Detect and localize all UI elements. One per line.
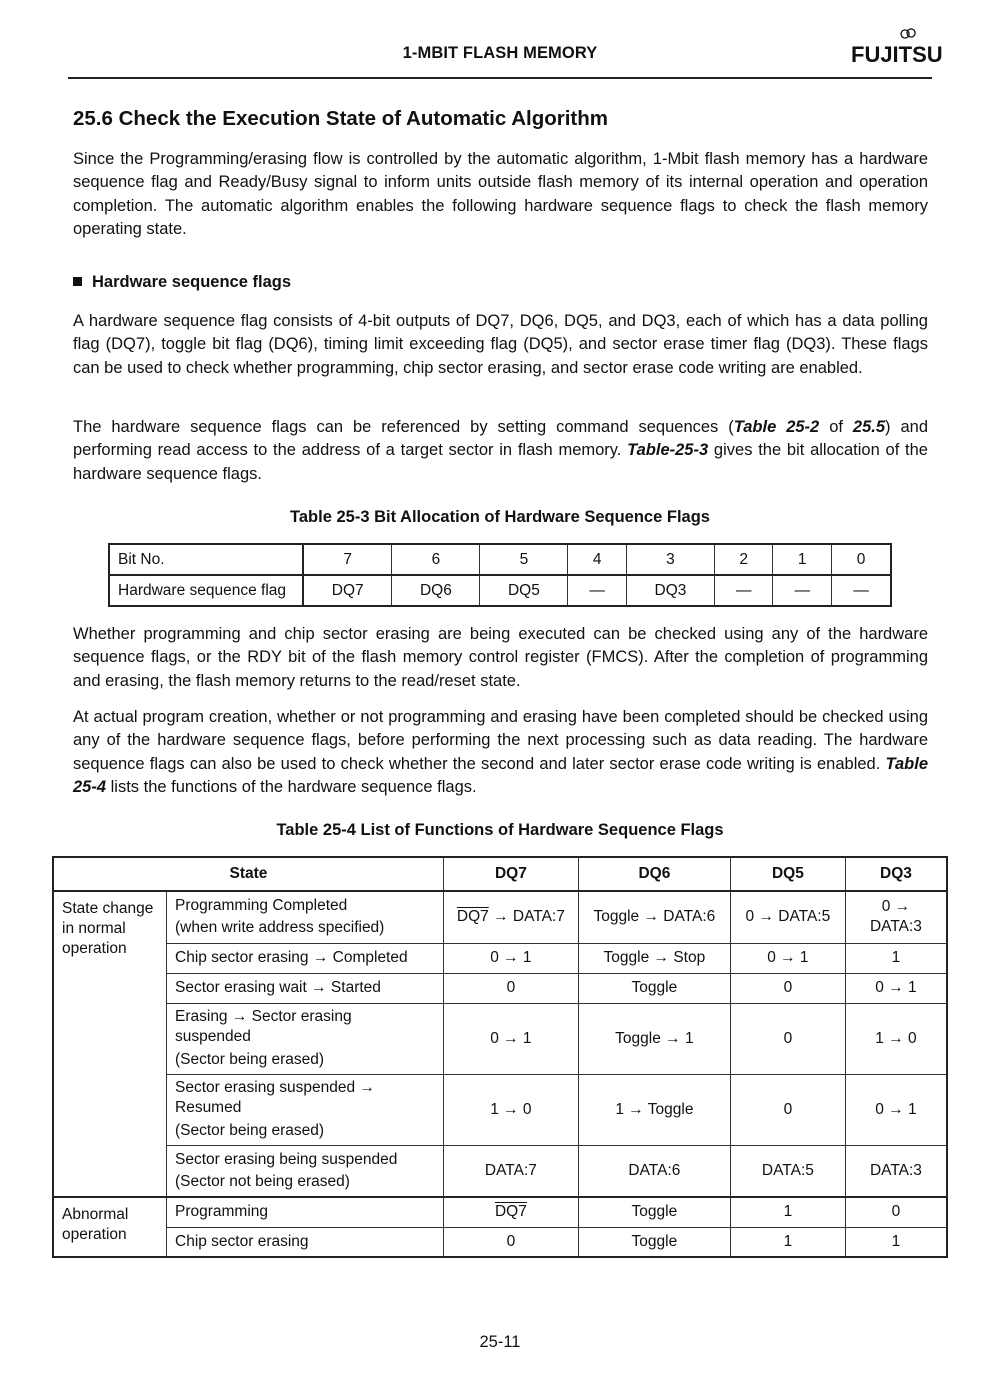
rdy-paragraph: Whether programming and chip sector erasing are being executed can be checked using any of the hardware sequence flags, or the RDY bit of the flash memory control register (FMCS). After the completion of programming and erasing, the flash memory returns to the read/reset state.: [73, 625, 928, 690]
state-description: [167, 1145, 444, 1197]
intro-paragraph: Since the Programming/erasing flow is controlled by the automatic algorithm, 1-Mbit flash memory has a hardware sequence flag and Ready/Busy signal to inform units outside flash memory of its internal operation and operation completion. The automatic algorithm enables the following hardware sequence flags to check the flash memory operating state.: [73, 150, 928, 238]
table-25-4-caption: Table 25-4 List of Functions of Hardware Sequence Flags: [276, 821, 724, 839]
dq3-cell: 1: [845, 943, 947, 973]
dq6-cell: 1 → Toggle: [578, 1074, 730, 1145]
fujitsu-logo: [850, 28, 943, 70]
running-header: 1-MBIT FLASH MEMORY: [402, 44, 598, 62]
table-cell: DQ6: [392, 575, 480, 606]
text-run: (Sector being erased): [175, 1051, 325, 1068]
table-cell: 7: [303, 544, 392, 575]
dq5-cell: DATA:5: [730, 1145, 845, 1197]
header-rule: [68, 77, 932, 79]
logo-text: FUJITSU: [851, 42, 943, 67]
dq7-cell: 0: [443, 973, 578, 1003]
table-row: [53, 973, 947, 1003]
page-number: 25-11: [479, 1333, 521, 1351]
table-cell: 1: [773, 544, 832, 575]
group-normal-operation: State change in normal operation: [53, 891, 167, 1197]
table-reference: Table 25-4: [73, 754, 928, 796]
text-run: The hardware sequence flags can be referenced by setting command sequences (: [73, 418, 734, 436]
table-cell: —: [714, 575, 773, 606]
table-header-row: [53, 857, 947, 891]
table-cell: 4: [568, 544, 627, 575]
table-25-3-caption: Table 25-3 Bit Allocation of Hardware Sequence Flags: [290, 508, 710, 526]
dq5-cell: 0: [730, 973, 845, 1003]
state-description: [167, 1003, 444, 1074]
dq7-cell: [443, 1197, 578, 1227]
section-reference: 25.5: [852, 418, 886, 436]
dq7-inverted: DQ7: [494, 1203, 527, 1221]
table-cell: 2: [714, 544, 773, 575]
flag-functions-table: [52, 856, 948, 1258]
table-cell: 0: [832, 544, 892, 575]
text-run: of: [819, 418, 853, 436]
table-row: [109, 544, 891, 575]
text-run: → DATA:7: [488, 908, 565, 926]
text-run: Resumed: [175, 1099, 242, 1116]
flags-paragraph-1: A hardware sequence flag consists of 4-bit outputs of DQ7, DQ6, DQ5, and DQ3, each of which has a data polling flag (DQ7), toggle bit flag (DQ6), timing limit exceeding flag (DQ5), and sector erase timer flag (DQ3). These flags can be used to check whether programming, chip sector erasing, and sector erase code writing are enabled.: [73, 312, 928, 377]
table-row: [53, 1145, 947, 1197]
dq5-cell: 0 → DATA:5: [730, 891, 845, 943]
table-cell: —: [832, 575, 892, 606]
table-cell: DQ7: [303, 575, 392, 606]
header-dq3: DQ3: [845, 857, 947, 891]
table-cell: 5: [480, 544, 568, 575]
dq3-cell: 0 → 1: [845, 1074, 947, 1145]
flags-paragraph-2: [73, 416, 928, 486]
table-cell: 6: [392, 544, 480, 575]
dq6-cell: Toggle: [578, 1197, 730, 1227]
table-cell: DQ5: [480, 575, 568, 606]
text-run: Sector erasing being suspended: [175, 1150, 398, 1168]
state-description: Chip sector erasing → Completed: [167, 943, 444, 973]
text-run: At actual program creation, whether or not programming and erasing have been completed should be checked using any of the hardware sequence flags, before performing the next processing such as data reading. The hardware sequence flags can also be used to check whether the second and later sector erase code writing is enabled.: [73, 708, 928, 773]
table-reference: Table-25-3: [627, 441, 709, 460]
dq7-cell: 0: [443, 1227, 578, 1257]
dq7-cell: 0 → 1: [443, 943, 578, 973]
dq7-inverted: DQ7: [456, 908, 489, 926]
dq5-cell: 1: [730, 1227, 845, 1257]
table-cell: Bit No.: [109, 544, 303, 575]
text-run: lists the functions of the hardware sequence flags.: [106, 777, 477, 796]
table-cell: DQ3: [626, 575, 714, 606]
state-description: [167, 1074, 444, 1145]
header-dq7: DQ7: [443, 857, 578, 891]
subsection-heading: [73, 273, 291, 292]
dq3-cell: 0 → 1: [845, 973, 947, 1003]
dq6-cell: Toggle → DATA:6: [578, 891, 730, 943]
dq5-cell: 0 → 1: [730, 943, 845, 973]
dq7-cell: 1 → 0: [443, 1074, 578, 1145]
text-run: suspended: [175, 1028, 251, 1045]
table-row: [53, 1074, 947, 1145]
dq6-cell: Toggle: [578, 973, 730, 1003]
dq6-cell: Toggle: [578, 1227, 730, 1257]
table-cell: —: [568, 575, 627, 606]
state-description: [167, 891, 444, 943]
state-description: Sector erasing wait → Started: [167, 973, 444, 1003]
table-cell: 3: [626, 544, 714, 575]
table-reference: Table 25-2: [733, 418, 820, 436]
header-state: State: [53, 857, 443, 891]
dq5-cell: 1: [730, 1197, 845, 1227]
program-creation-paragraph: [73, 706, 928, 799]
text-run: (when write address specified): [175, 919, 385, 937]
header-dq6: DQ6: [578, 857, 730, 891]
state-description: Programming: [167, 1197, 444, 1227]
table-row: [53, 1227, 947, 1257]
text-run: Sector erasing suspended →: [175, 1079, 375, 1096]
dq3-cell: DATA:3: [845, 1145, 947, 1197]
bit-allocation-table: [108, 543, 892, 607]
dq7-cell: DATA:7: [443, 1145, 578, 1197]
group-abnormal-operation: Abnormal operation: [53, 1197, 167, 1257]
table-row: [53, 1003, 947, 1074]
text-run: Programming Completed: [175, 897, 348, 915]
dq6-cell: Toggle → 1: [578, 1003, 730, 1074]
dq3-cell: 0: [845, 1197, 947, 1227]
text-run: (Sector being erased): [175, 1122, 325, 1139]
table-row: [53, 891, 947, 943]
dq3-cell: 1: [845, 1227, 947, 1257]
table-row: [109, 575, 891, 606]
dq5-cell: 0: [730, 1074, 845, 1145]
text-run: Erasing → Sector erasing: [175, 1008, 352, 1025]
subsection-title: Hardware sequence flags: [92, 273, 291, 291]
dq6-cell: DATA:6: [578, 1145, 730, 1197]
state-description: Chip sector erasing: [167, 1227, 444, 1257]
table-cell: —: [773, 575, 832, 606]
header-dq5: DQ5: [730, 857, 845, 891]
dq3-cell: 0 → DATA:3: [845, 891, 947, 943]
text-run: (Sector not being erased): [175, 1172, 350, 1190]
dq7-cell: [443, 891, 578, 943]
table-cell: Hardware sequence flag: [109, 575, 303, 606]
bullet-square-icon: [73, 277, 82, 286]
dq6-cell: Toggle → Stop: [578, 943, 730, 973]
text-run: ) and performing read access to the address of a target sector in flash memory.: [73, 418, 929, 460]
table-row: [53, 1197, 947, 1227]
text-run: gives the bit allocation of the hardware sequence flags.: [73, 441, 928, 483]
dq5-cell: 0: [730, 1003, 845, 1074]
dq3-cell: 1 → 0: [845, 1003, 947, 1074]
dq7-cell: 0 → 1: [443, 1003, 578, 1074]
table-row: [53, 943, 947, 973]
section-title: 25.6 Check the Execution State of Automatic Algorithm: [73, 107, 608, 130]
